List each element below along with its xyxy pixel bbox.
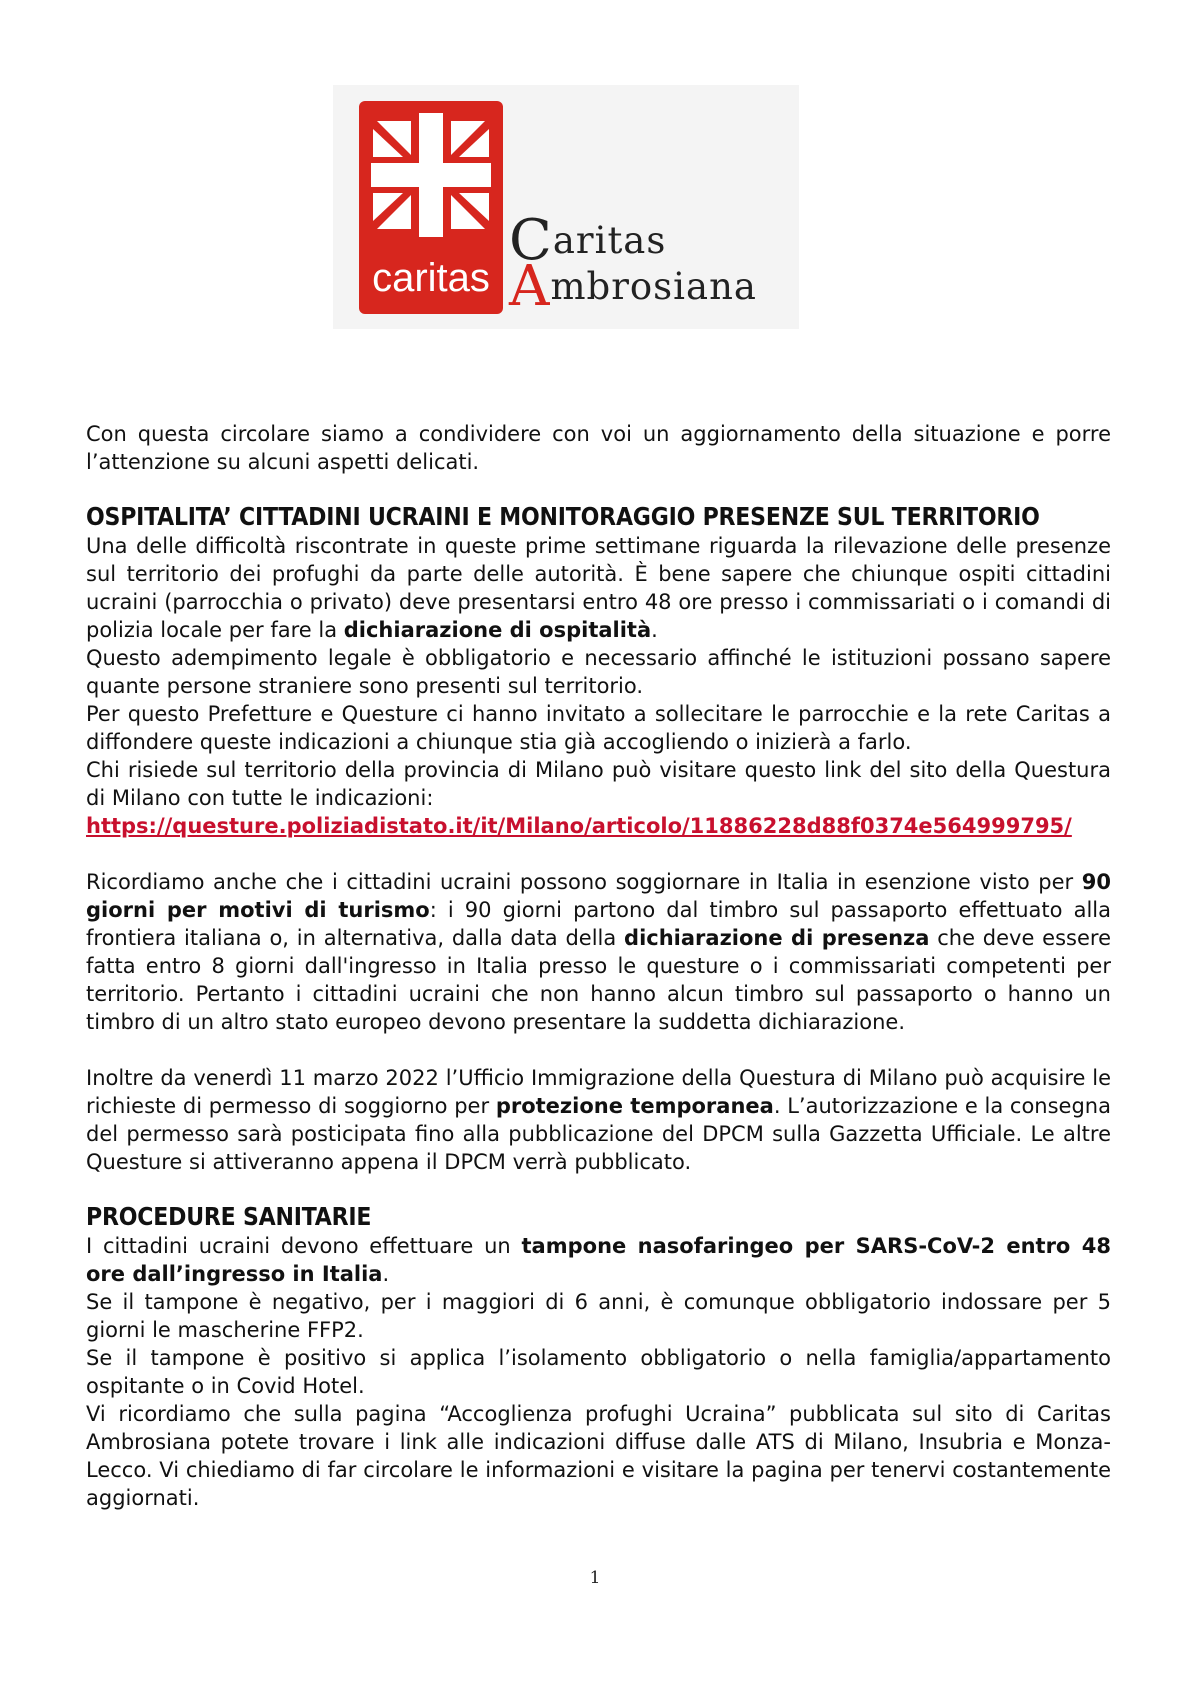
- section-heading-ospitalita: OSPITALITA’ CITTADINI UCRAINI E MONITORAGGIO PRESENZE SUL TERRITORIO: [86, 502, 1040, 531]
- paragraph-adempimento: Questo adempimento legale è obbligatorio e necessario affinché le istituzioni possano sapere quante persone straniere sono presenti sul territorio.: [86, 646, 1111, 698]
- caritas-cross-logo-icon: [359, 101, 503, 314]
- paragraph-prefetture: Per questo Prefetture e Questure ci hanno invitato a sollecitare le parrocchie e la rete Caritas a diffondere queste indicazioni a chiunque stia già accogliendo o inizierà a farlo.: [86, 702, 1111, 754]
- paragraph-esenzione-visto: Ricordiamo anche che i cittadini ucraini possono soggiornare in Italia in esenzione visto per 90 giorni per motivi di turismo: i 90 giorni partono dal timbro sul passaporto effettuato alla frontiera italiana o, in alternativa, dalla data della dichiarazione di presenza che deve essere fatta entro 8 giorni dall'ingresso in Italia presso le questure o i commissariati competenti per territorio. Pertanto i cittadini ucraini che non hanno alcun timbro sul passaporto o hanno un timbro di un altro stato europeo devono presentare la suddetta dichiarazione.: [86, 870, 1111, 1034]
- logo-wordmark-ambrosiana: Ambrosiana: [509, 254, 757, 319]
- paragraph-tampone: I cittadini ucraini devono effettuare un tampone nasofaringeo per SARS-CoV-2 entro 48 ore dall’ingresso in Italia.: [86, 1234, 1111, 1286]
- paragraph-protezione-temporanea: Inoltre da venerdì 11 marzo 2022 l’Ufficio Immigrazione della Questura di Milano può acquisire le richieste di permesso di soggiorno per protezione temporanea. L’autorizzazione e la consegna del permesso sarà posticipata fino alla pubblicazione del DPCM sulla Gazzetta Ufficiale. Le altre Questure si attiveranno appena il DPCM verrà pubblicato.: [86, 1066, 1111, 1174]
- paragraph-dichiarazione-ospitalita: Una delle difficoltà riscontrate in queste prime settimane riguarda la rilevazione delle presenze sul territorio dei profughi da parte delle autorità. È bene sapere che chiunque ospiti cittadini ucraini (parrocchia o privato) deve presentarsi entro 48 ore presso i commissariati o i comandi di polizia locale per fare la dichiarazione di ospitalità.: [86, 534, 1111, 642]
- document-body: [86, 420, 1111, 1512]
- page-number: 1: [589, 1568, 601, 1588]
- paragraph-tampone-negativo: Se il tampone è negativo, per i maggiori di 6 anni, è comunque obbligatorio indossare per 5 giorni le mascherine FFP2.: [86, 1290, 1111, 1342]
- intro-paragraph: Con questa circolare siamo a condividere con voi un aggiornamento della situazione e porre l’attenzione su alcuni aspetti delicati.: [86, 422, 1111, 474]
- logo-wordmark-caritas: Caritas: [509, 208, 667, 273]
- questura-link-paragraph: [86, 812, 1111, 840]
- logo-mark-label: caritas: [372, 256, 490, 300]
- questura-link[interactable]: https://questure.poliziadistato.it/it/Milano/articolo/11886228d88f0374e564999795/: [86, 814, 1072, 838]
- section-heading-procedure-sanitarie: PROCEDURE SANITARIE: [86, 1202, 372, 1231]
- caritas-logo: [333, 85, 799, 329]
- paragraph-accoglienza-profughi: Vi ricordiamo che sulla pagina “Accoglienza profughi Ucraina” pubblicata sul sito di Caritas Ambrosiana potete trovare i link alle indicazioni diffuse dalle ATS di Milano, Insubria e Monza-Lecco. Vi chiediamo di far circolare le informazioni e visitare la pagina per tenervi costantemente aggiornati.: [86, 1402, 1111, 1510]
- paragraph-questura-milano: Chi risiede sul territorio della provincia di Milano può visitare questo link del sito della Questura di Milano con tutte le indicazioni:: [86, 758, 1111, 810]
- paragraph-tampone-positivo: Se il tampone è positivo si applica l’isolamento obbligatorio o nella famiglia/appartamento ospitante o in Covid Hotel.: [86, 1346, 1111, 1398]
